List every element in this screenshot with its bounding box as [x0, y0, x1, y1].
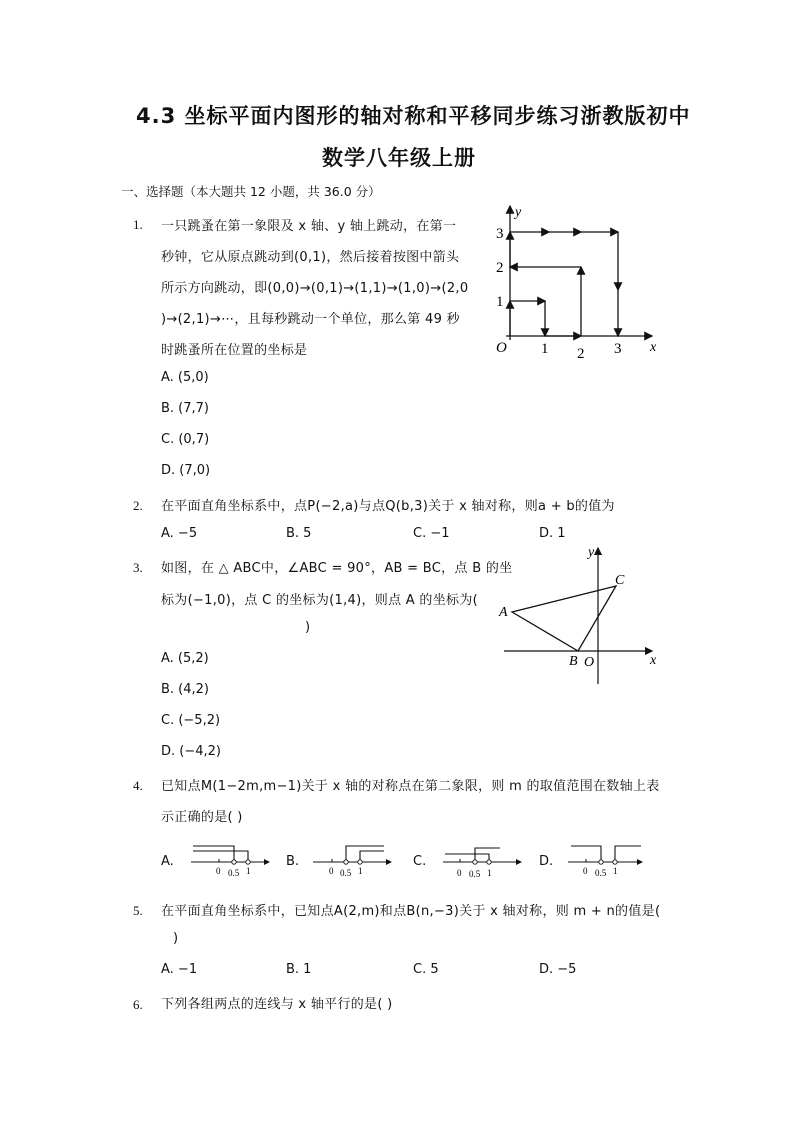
question-2-number: 2. — [133, 498, 143, 513]
q4c-tick-0: 0 — [457, 868, 462, 878]
question-4-option-a[interactable]: A. — [161, 854, 174, 869]
q3-triangle — [512, 586, 616, 651]
q1-x-tick-3: 3 — [614, 341, 622, 357]
q1-x-tick-2: 2 — [577, 346, 585, 362]
question-1-option-b[interactable]: B. (7,7) — [161, 401, 210, 416]
q3-point-c-label: C — [615, 573, 625, 588]
question-1-option-c[interactable]: C. (0,7) — [161, 432, 210, 447]
q3-origin-label: O — [584, 655, 595, 670]
question-4-option-d[interactable]: D. — [539, 854, 554, 869]
q4a-tick-1: 1 — [246, 866, 251, 876]
question-5-number: 5. — [133, 903, 143, 918]
q4d-tick-1: 1 — [613, 866, 618, 876]
q1-x-label: x — [650, 340, 657, 355]
q3-y-label: y — [588, 545, 595, 560]
question-5-option-c[interactable]: C. 5 — [413, 962, 439, 977]
question-3-line-3: ) — [305, 620, 311, 635]
q3-point-a-label: A — [499, 605, 508, 620]
question-3-option-b[interactable]: B. (4,2) — [161, 682, 210, 697]
q4b-tick-1: 1 — [358, 866, 363, 876]
question-1-option-d[interactable]: D. (7,0) — [161, 463, 211, 478]
question-5-option-b[interactable]: B. 1 — [286, 962, 312, 977]
question-5-line-1: 在平面直角坐标系中，已知点A(2,m)和点B(n,−3)关于 x 轴对称，则 m + n的值是( — [161, 904, 661, 919]
question-6-text: 下列各组两点的连线与 x 轴平行的是( ) — [161, 997, 393, 1012]
page-title-line2: 数学八年级上册 — [322, 146, 476, 170]
question-2-text: 在平面直角坐标系中，点P(−2,a)与点Q(b,3)关于 x 轴对称，则a + b的值为 — [161, 499, 615, 514]
question-4-option-c-number-line[interactable] — [440, 836, 522, 878]
q3-point-b-label: B — [569, 654, 578, 669]
q1-y-tick-2: 2 — [496, 260, 504, 276]
question-1-number: 1. — [133, 217, 143, 232]
question-3-line-2: 标为(−1,0)，点 C 的坐标为(1,4)，则点 A 的坐标为( — [161, 593, 478, 608]
section-header: 一、选择题（本大题共 12 小题，共 36.0 分） — [121, 184, 381, 199]
question-1-line-1: 一只跳蚤在第一象限及 x 轴、y 轴上跳动，在第一 — [161, 219, 457, 234]
q4c-tick-05: 0.5 — [469, 869, 481, 878]
question-4-option-a-number-line[interactable] — [188, 836, 270, 878]
question-4-option-b[interactable]: B. — [286, 854, 300, 869]
q4b-tick-0: 0 — [329, 866, 334, 876]
q4c-tick-1: 1 — [487, 868, 492, 878]
question-3-option-d[interactable]: D. (−4,2) — [161, 744, 221, 759]
q4d-tick-0: 0 — [583, 866, 588, 876]
q1-x-tick-1: 1 — [541, 341, 549, 357]
question-2-option-d[interactable]: D. 1 — [539, 526, 566, 541]
question-1-line-4: )→(2,1)→⋯，且每秒跳动一个单位，那么第 49 秒 — [161, 312, 460, 327]
q3-x-label: x — [650, 653, 657, 668]
q4b-tick-05: 0.5 — [340, 868, 352, 878]
q1-origin-label: O — [496, 340, 507, 356]
question-2-option-b[interactable]: B. 5 — [286, 526, 312, 541]
question-1-line-3: 所示方向跳动，即(0,0)→(0,1)→(1,1)→(1,0)→(2,0 — [161, 281, 469, 296]
question-5-option-d[interactable]: D. −5 — [539, 962, 577, 977]
q1-y-tick-3: 3 — [496, 226, 504, 242]
question-6-number: 6. — [133, 997, 143, 1012]
page-title-line1: 4.3 坐标平面内图形的轴对称和平移同步练习浙教版初中 — [136, 104, 691, 128]
question-1-jump-figure — [478, 200, 668, 365]
question-2-option-c[interactable]: C. −1 — [413, 526, 450, 541]
question-3-option-c[interactable]: C. (−5,2) — [161, 713, 221, 728]
question-3-line-1: 如图，在 △ ABC中，∠ABC = 90°，AB = BC，点 B 的坐 — [161, 561, 513, 576]
question-4-line-2: 示正确的是( ) — [161, 810, 243, 825]
question-4-option-c[interactable]: C. — [413, 854, 427, 869]
question-4-number: 4. — [133, 778, 143, 793]
q1-y-tick-1: 1 — [496, 294, 504, 310]
question-1-option-a[interactable]: A. (5,0) — [161, 370, 209, 385]
q1-y-label: y — [515, 205, 522, 220]
question-3-option-a[interactable]: A. (5,2) — [161, 651, 209, 666]
q4a-tick-0: 0 — [216, 866, 221, 876]
question-3-number: 3. — [133, 560, 143, 575]
q4a-tick-05: 0.5 — [228, 868, 240, 878]
question-5-option-a[interactable]: A. −1 — [161, 962, 198, 977]
question-3-triangle-figure — [494, 540, 664, 690]
question-1-line-5: 时跳蚤所在位置的坐标是 — [161, 343, 308, 358]
question-4-option-b-number-line[interactable] — [310, 836, 392, 878]
question-4-line-1: 已知点M(1−2m,m−1)关于 x 轴的对称点在第二象限，则 m 的取值范围在数轴上表 — [161, 779, 660, 794]
question-2-option-a[interactable]: A. −5 — [161, 526, 198, 541]
question-4-option-d-number-line[interactable] — [565, 836, 647, 878]
question-5-line-2: ) — [173, 931, 179, 946]
q4d-tick-05: 0.5 — [595, 868, 607, 878]
question-1-line-2: 秒钟，它从原点跳动到(0,1)，然后接着按图中箭头 — [161, 250, 460, 265]
